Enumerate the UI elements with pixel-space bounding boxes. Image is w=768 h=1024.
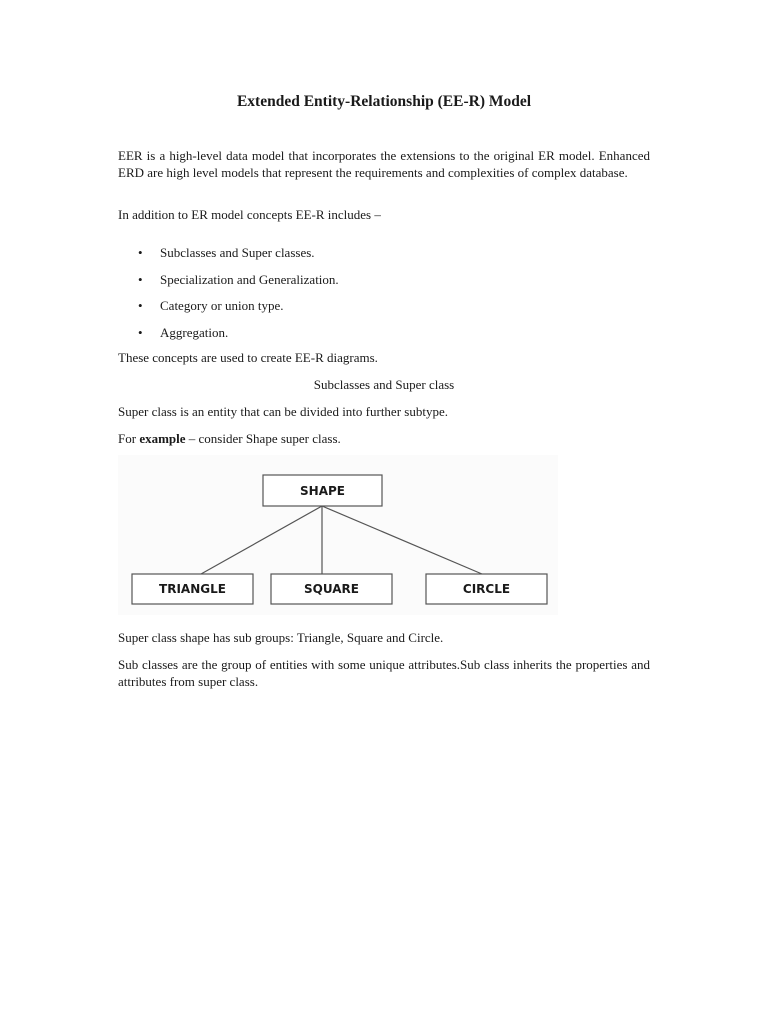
includes-line: In addition to ER model concepts EE-R includes – xyxy=(118,207,381,222)
triangle-label: TRIANGLE xyxy=(159,582,226,596)
list-item-text: Specialization and Generalization. xyxy=(160,271,339,287)
concepts-line: These concepts are used to create EE-R diagrams. xyxy=(118,350,378,365)
connector-line xyxy=(201,506,322,574)
shape-label: SHAPE xyxy=(300,484,345,498)
list-item xyxy=(118,244,650,271)
diagram-svg xyxy=(118,455,558,615)
subgroups-line: Super class shape has sub groups: Triangle, Square and Circle. xyxy=(118,630,444,645)
connector-line xyxy=(322,506,482,574)
shape-hierarchy-diagram xyxy=(118,455,558,615)
square-label: SQUARE xyxy=(304,582,359,596)
example-line xyxy=(118,430,650,447)
list-item xyxy=(118,324,650,351)
superclass-definition: Super class is an entity that can be divided into further subtype. xyxy=(118,404,448,419)
example-suffix: – consider Shape super class. xyxy=(185,431,341,446)
bullet-icon: • xyxy=(138,271,143,287)
concept-list xyxy=(118,244,650,350)
circle-label: CIRCLE xyxy=(462,582,511,596)
list-item xyxy=(118,271,650,298)
page-title: Extended Entity-Relationship (EE-R) Model xyxy=(236,93,532,110)
subclasses-definition: Sub classes are the group of entities with some unique attributes.Sub class inherits the properties and attributes from super class. xyxy=(118,657,650,689)
bullet-icon: • xyxy=(138,298,143,313)
bullet-icon: • xyxy=(138,245,143,260)
example-bold: example xyxy=(139,431,186,446)
example-prefix: For xyxy=(118,431,140,446)
list-item xyxy=(118,297,650,324)
section-heading: Subclasses and Super class xyxy=(313,377,455,392)
list-item-text: Subclasses and Super classes. xyxy=(160,245,315,260)
bullet-icon: • xyxy=(138,324,143,340)
list-item-text: Category or union type. xyxy=(160,298,284,313)
list-item-text: Aggregation. xyxy=(160,324,229,340)
intro-paragraph: EER is a high-level data model that incorporates the extensions to the original ER model. Enhanced ERD are high level models that represent the requirements and complexities of complex database. xyxy=(118,148,650,180)
